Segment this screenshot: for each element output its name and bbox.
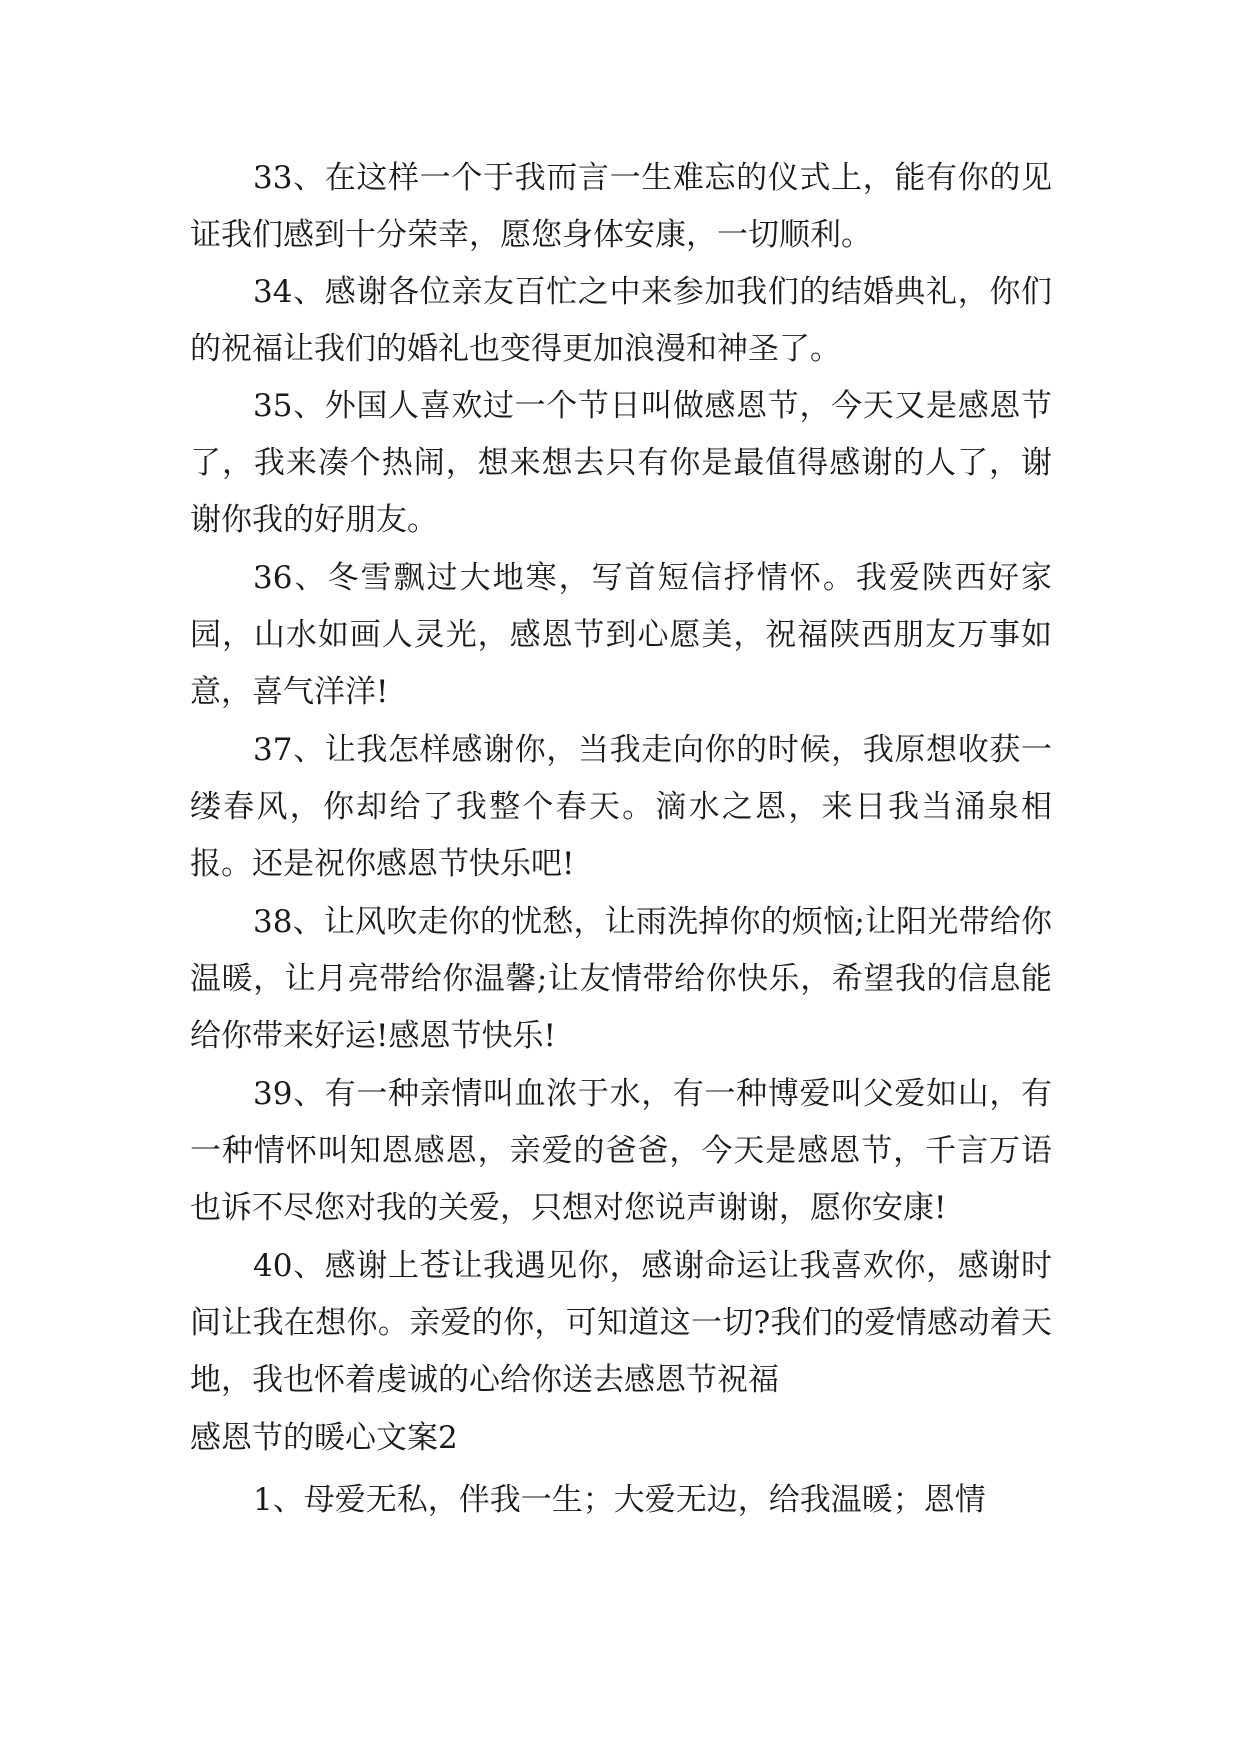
paragraph-36: 36、冬雪飘过大地寒，写首短信抒情怀。我爱陕西好家园，山水如画人灵光，感恩节到心愿美，祝福陕西朋友万事如意，喜气洋洋!	[190, 560, 1052, 710]
paragraph-39: 39、有一种亲情叫血浓于水，有一种博爱叫父爱如山，有一种情怀叫知恩感恩，亲爱的爸爸，今天是感恩节，千言万语也诉不尽您对我的关爱，只想对您说声谢谢，愿你安康!	[190, 1076, 1052, 1226]
paragraph-35: 35、外国人喜欢过一个节日叫做感恩节，今天又是感恩节了，我来凑个热闹，想来想去只有你是最值得感谢的人了，谢谢你我的好朋友。	[190, 388, 1052, 538]
paragraph-33: 33、在这样一个于我而言一生难忘的仪式上，能有你的见证我们感到十分荣幸，愿您身体安康，一切顺利。	[190, 160, 1052, 253]
paragraph-38: 38、让风吹走你的忧愁，让雨洗掉你的烦恼;让阳光带给你温暖，让月亮带给你温馨;让友情带给你快乐，希望我的信息能给你带来好运!感恩节快乐!	[190, 904, 1052, 1054]
section-paragraph-1: 1、母爱无私，伴我一生；大爱无边，给我温暖；恩情	[253, 1482, 986, 1518]
paragraph-37: 37、让我怎样感谢你，当我走向你的时候，我原想收获一缕春风，你却给了我整个春天。滴水之恩，来日我当涌泉相报。还是祝你感恩节快乐吧!	[190, 732, 1052, 882]
section-heading: 感恩节的暖心文案2	[190, 1420, 458, 1456]
paragraph-34: 34、感谢各位亲友百忙之中来参加我们的结婚典礼，你们的祝福让我们的婚礼也变得更加浪漫和神圣了。	[190, 274, 1052, 367]
paragraph-40: 40、感谢上苍让我遇见你，感谢命运让我喜欢你，感谢时间让我在想你。亲爱的你，可知道这一切?我们的爱情感动着天地，我也怀着虔诚的心给你送去感恩节祝福	[190, 1248, 1052, 1398]
